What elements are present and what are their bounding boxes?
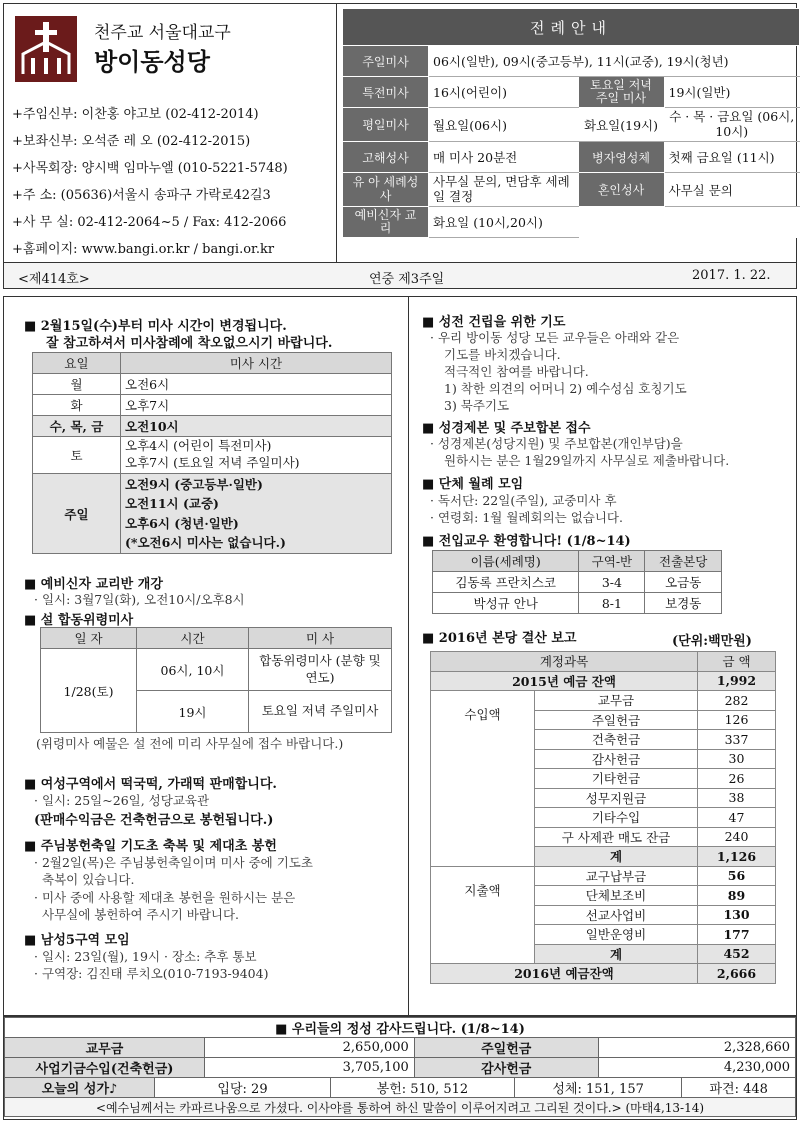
offering-amount: 4,230,000	[598, 1058, 795, 1078]
hymn-communion: 성체: 151, 157	[514, 1078, 682, 1098]
offering-amount: 2,650,000	[204, 1038, 414, 1058]
mass-time: 오전10시	[121, 416, 392, 437]
notice-rice-cake-title: ■ 여성구역에서 떡국떡, 가래떡 판매합니다.	[24, 777, 277, 792]
expense-item: 교구납부금	[535, 866, 698, 886]
mem-head-mass: 미 사	[249, 628, 392, 649]
income-total-amount: 1,126	[698, 847, 776, 867]
notice-candle-title: ■ 주님봉헌축일 기도초 축복 및 제대초 봉헌	[24, 839, 277, 854]
income-amount: 38	[698, 788, 776, 808]
mass-day: 화	[33, 395, 121, 416]
notice-candle-l2: 축복이 있습니다.	[42, 872, 135, 887]
offering-label: 주일헌금	[414, 1038, 598, 1058]
notice-memorial-title: ■ 설 합동위령미사	[24, 613, 134, 628]
finance-table	[430, 651, 776, 984]
newc-name: 김동록 프란치스코	[433, 572, 579, 593]
newcomers-table	[432, 550, 722, 614]
notice-binding-l1: · 성경제본(성당지원) 및 주보합본(개인부담)을	[430, 436, 683, 451]
special-mass-label: 특전미사	[343, 77, 429, 108]
income-item: 교무금	[535, 691, 698, 711]
sunday-mass-value: 06시(일반), 09시(중고등부), 11시(교중), 19시(청년)	[429, 46, 800, 77]
income-amount: 47	[698, 808, 776, 828]
fin-open-label: 2015년 예금 잔액	[431, 671, 698, 691]
announcements	[3, 296, 797, 1016]
sun-mass-2: 오전11시 (교중)	[125, 496, 219, 512]
mass-day-sat: 토	[33, 437, 121, 474]
expense-item: 선교사업비	[535, 905, 698, 925]
newc-zone: 8-1	[579, 593, 645, 614]
bulletin-header	[3, 3, 797, 289]
infant-baptism-value: 사무실 문의, 면담후 세례일 결정	[429, 173, 579, 207]
expense-label: 지출액	[431, 866, 535, 964]
issue-week: 연중 제3주일	[369, 272, 445, 287]
income-label: 수입액	[431, 691, 535, 867]
mass-head-time: 미사 시간	[121, 353, 392, 374]
income-amount: 337	[698, 730, 776, 750]
gospel-verse: <예수님께서는 카파르나움으로 가셨다. 이사야를 통하여 하신 말씀이 이루어지려고 그리된 것이다.> (마태4,13-14)	[5, 1098, 796, 1117]
fin-open-amount: 1,992	[698, 671, 776, 691]
notice-binding-l2: 원하시는 분은 1월29일까지 사무실로 제출바랍니다.	[444, 453, 730, 468]
notice-prayer-l2: 기도를 바치겠습니다.	[444, 347, 561, 362]
weekday-wed-fri: 수 · 목 · 금요일 (06시, 10시)	[664, 108, 800, 142]
newc-zone: 3-4	[579, 572, 645, 593]
notice-newcomers-title: ■ 전입교우 환영합니다! (1/8~14)	[422, 534, 631, 549]
mem-time-1: 06시, 10시	[137, 649, 249, 691]
newc-head-parish: 전출본당	[645, 551, 722, 572]
income-amount: 30	[698, 749, 776, 769]
fin-head-amount: 금 액	[698, 652, 776, 672]
notice-binding-title: ■ 성경제본 및 주보합본 접수	[422, 421, 591, 436]
income-amount: 282	[698, 691, 776, 711]
expense-amount: 89	[698, 886, 776, 906]
newc-head-name: 이름(세례명)	[433, 551, 579, 572]
catechumen-label: 예비신자 교 리	[343, 206, 429, 237]
notice-catechumen-sub: · 일시: 3월7일(화), 오전10시/오후8시	[34, 592, 245, 607]
staff-assistant: +보좌신부: 오석준 레 오 (02-412-2015)	[12, 134, 251, 149]
issue-bar	[4, 262, 796, 288]
notice-groups-l1: · 독서단: 22일(주일), 교중미사 후	[430, 493, 617, 508]
mem-date: 1/28(토)	[41, 649, 137, 733]
notice-groups-l2: · 연령회: 1월 월례회의는 없습니다.	[430, 510, 623, 525]
newc-parish: 오금동	[645, 572, 722, 593]
sick-communion-value: 첫째 금요일 (11시)	[664, 142, 800, 173]
mass-day: 월	[33, 374, 121, 395]
offerings-title: ■ 우리들의 정성 감사드립니다. (1/8~14)	[5, 1018, 796, 1038]
staff-office[interactable]: +사 무 실: 02-412-2064~5 / Fax: 412-2066	[12, 215, 287, 230]
mass-day: 수, 목, 금	[33, 416, 121, 437]
confession-label: 고해성사	[343, 142, 429, 173]
staff-pastor: +주임신부: 이찬홍 야고보 (02-412-2014)	[12, 107, 259, 122]
notice-finance-title: ■ 2016년 본당 결산 보고	[422, 631, 577, 646]
notice-rice-cake-note: (판매수익금은 건축헌금으로 봉헌됩니다.)	[34, 813, 274, 828]
offering-label: 감사헌금	[414, 1058, 598, 1078]
liturgy-table	[342, 8, 800, 238]
mem-mass-2: 토요일 저녁 주일미사	[249, 691, 392, 733]
mass-head-day: 요일	[33, 353, 121, 374]
staff-address: +주 소: (05636)서울시 송파구 가락로42길3	[12, 188, 271, 203]
notice-prayer-l1: · 우리 방이동 성당 모든 교우들은 아래와 같은	[430, 330, 680, 345]
income-item: 구 사제관 매도 잔금	[535, 827, 698, 847]
sat-eve-value: 19시(일반)	[664, 77, 800, 108]
sick-communion-label: 병자영성체	[578, 142, 664, 173]
newc-parish: 보경동	[645, 593, 722, 614]
notice-candle-l1: · 2월2일(목)은 주님봉헌축일이며 미사 중에 기도초	[34, 855, 313, 870]
issue-number: <제414호>	[18, 272, 90, 287]
income-item: 기타헌금	[535, 769, 698, 789]
memorial-note: (위령미사 예물은 설 전에 미리 사무실에 접수 바랍니다.)	[36, 736, 344, 751]
confession-value: 매 미사 20분전	[429, 142, 579, 173]
notice-prayer-l3: 적극적인 참여를 바랍니다.	[444, 364, 589, 379]
notice-catechumen-title: ■ 예비신자 교리반 개강	[24, 577, 163, 592]
hymn-label: 오늘의 성가♪	[5, 1078, 155, 1098]
offerings-table	[4, 1017, 796, 1117]
offering-label: 사업기금수입(건축헌금)	[5, 1058, 205, 1078]
income-amount: 26	[698, 769, 776, 789]
notice-groups-title: ■ 단체 월례 모임	[422, 477, 524, 492]
expense-total-amount: 452	[698, 944, 776, 964]
hymn-offertory: 봉헌: 510, 512	[331, 1078, 515, 1098]
notice-prayer-l5: 3) 묵주기도	[444, 398, 510, 413]
mass-schedule-table	[32, 352, 392, 554]
sat-mass-1: 오후4시 (어린이 특전미사)	[125, 438, 272, 453]
notice-men5-l2: · 구역장: 김진태 루치오(010-7193-9404)	[34, 966, 269, 981]
special-mass-value: 16시(어린이)	[429, 77, 579, 108]
income-total-label: 계	[535, 847, 698, 867]
mass-time: 오후7시	[121, 395, 392, 416]
sun-mass-note: (*오전6시 미사는 없습니다.)	[125, 534, 286, 550]
parish-name: 방이동성당	[94, 47, 210, 76]
notice-candle-l3: · 미사 중에 사용할 제대초 봉헌을 원하시는 분은	[34, 890, 296, 905]
mem-head-date: 일 자	[41, 628, 137, 649]
income-item: 감사헌금	[535, 749, 698, 769]
sat-mass-2: 오후7시 (토요일 저녁 주일미사)	[125, 454, 300, 470]
notice-mass-change-sub: 잘 참고하셔서 미사참례에 착오없으시기 바랍니다.	[46, 336, 333, 351]
mass-day-sun: 주일	[33, 473, 121, 554]
diocese-name: 천주교 서울대교구	[94, 23, 231, 43]
notice-prayer-title: ■ 성전 건립을 위한 기도	[422, 315, 566, 330]
parish-logo-icon	[15, 16, 77, 82]
weekday-mon: 월요일(06시)	[429, 108, 579, 142]
notice-candle-l4: 사무실에 봉헌하여 주시기 바랍니다.	[42, 907, 240, 922]
offering-amount: 2,328,660	[598, 1038, 795, 1058]
expense-item: 단체보조비	[535, 886, 698, 906]
fin-close-label: 2016년 예금잔액	[431, 964, 698, 984]
sun-mass-1: 오전9시 (중고등부·일반)	[125, 476, 263, 492]
memorial-mass-table	[40, 627, 392, 733]
income-item: 성무지원금	[535, 788, 698, 808]
notice-men5-title: ■ 남성5구역 모임	[24, 933, 130, 948]
staff-council: +사목회장: 양시백 임마누엘 (010-5221-5748)	[12, 161, 288, 176]
fin-close-amount: 2,666	[698, 964, 776, 984]
income-item: 건축헌금	[535, 730, 698, 750]
infant-baptism-label: 유 아 세례성사	[343, 173, 429, 207]
notice-men5-l1: · 일시: 23일(월), 19시 · 장소: 추후 통보	[34, 949, 257, 964]
sun-mass-3: 오후6시 (청년·일반)	[125, 515, 239, 531]
marriage-label: 혼인성사	[578, 173, 664, 207]
hymn-recessional: 파견: 448	[682, 1078, 796, 1098]
income-amount: 240	[698, 827, 776, 847]
expense-amount: 56	[698, 866, 776, 886]
income-item: 주일헌금	[535, 710, 698, 730]
catechumen-value: 화요일 (10시,20시)	[429, 206, 579, 237]
expense-total-label: 계	[535, 944, 698, 964]
weekday-tue: 화요일(19시)	[578, 108, 664, 142]
expense-amount: 130	[698, 905, 776, 925]
newc-name: 박성규 안나	[433, 593, 579, 614]
offering-amount: 3,705,100	[204, 1058, 414, 1078]
offerings-section	[3, 1016, 797, 1120]
mem-mass-1: 합동위령미사 (분향 및 연도)	[249, 649, 392, 691]
sunday-mass-label: 주일미사	[343, 46, 429, 77]
sat-eve-label: 토요일 저녁 주일 미사	[578, 77, 664, 108]
income-amount: 126	[698, 710, 776, 730]
notice-prayer-l4: 1) 착한 의견의 어머니 2) 예수성심 호칭기도	[444, 381, 687, 396]
marriage-value: 사무실 문의	[664, 173, 800, 207]
hymn-entrance: 입당: 29	[155, 1078, 331, 1098]
mem-time-2: 19시	[137, 691, 249, 733]
income-item: 기타수입	[535, 808, 698, 828]
notice-mass-change-title: ■ 2월15일(수)부터 미사 시간이 변경됩니다.	[24, 319, 287, 334]
weekday-mass-label: 평일미사	[343, 108, 429, 142]
mem-head-time: 시간	[137, 628, 249, 649]
notice-rice-cake-sub: · 일시: 25일~26일, 성당교육관	[34, 793, 210, 808]
offering-label: 교무금	[5, 1038, 205, 1058]
liturgy-title: 전례안내	[343, 9, 800, 46]
finance-unit: (단위:백만원)	[672, 634, 752, 649]
newc-head-zone: 구역-반	[579, 551, 645, 572]
staff-homepage[interactable]: +홈페이지: www.bangi.or.kr / bangi.or.kr	[12, 242, 275, 257]
fin-head-item: 계정과목	[431, 652, 698, 672]
mass-time: 오전6시	[121, 374, 392, 395]
issue-date: 2017. 1. 22.	[692, 268, 771, 283]
expense-amount: 177	[698, 925, 776, 945]
expense-item: 일반운영비	[535, 925, 698, 945]
